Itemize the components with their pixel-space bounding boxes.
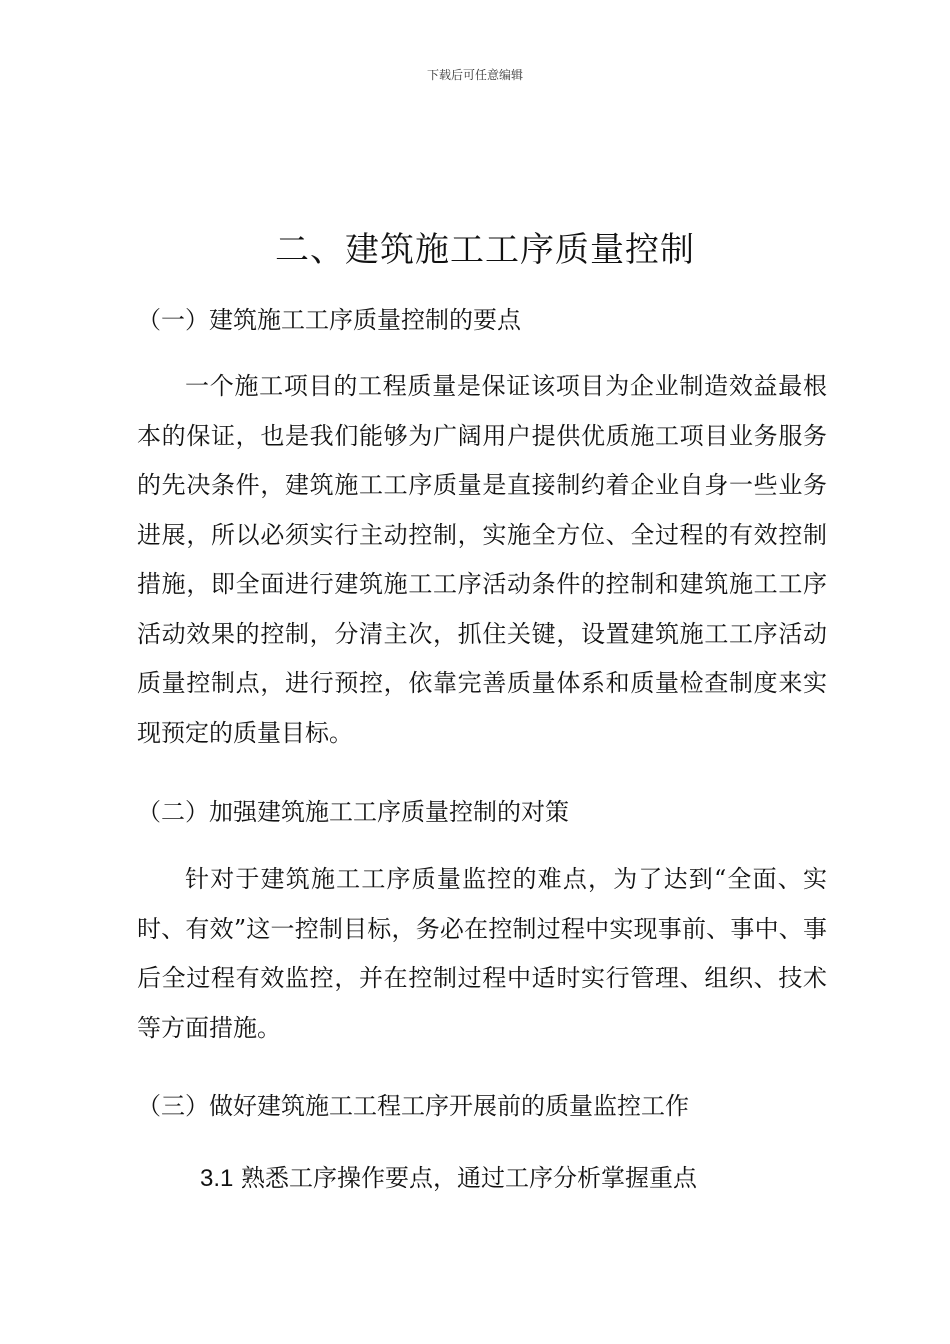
sub-heading-3-1 — [200, 1158, 697, 1193]
section-heading-2: （二）加强建筑施工工序质量控制的对策 — [137, 798, 569, 826]
sub-heading-number: 3.1 — [200, 1165, 234, 1192]
header-note: 下载后可任意编辑 — [426, 68, 523, 82]
section-paragraph-1: 一个施工项目的工程质量是保证该项目为企业制造效益最根本的保证，也是我们能够为广阔用户提供优质施工项目业务服务的先决条件，建筑施工工序质量是直接制约着企业自身一些业务进展，所以必须实行主动控制，实施全方位、全过程的有效控制措施，即全面进行建筑施工工序活动条件的控制和建筑施工工序活动效果的控制，分清主次，抓住关键，设置建筑施工工序活动质量控制点，进行预控，依靠完善质量体系和质量检查制度来实现预定的质量目标。 — [137, 372, 827, 747]
sub-heading-text: 熟悉工序操作要点，通过工序分析掌握重点 — [241, 1164, 698, 1192]
section-heading-3: （三）做好建筑施工工程工序开展前的质量监控工作 — [137, 1092, 689, 1120]
section-heading-1: （一）建筑施工工序质量控制的要点 — [137, 306, 521, 334]
page-title: 二、建筑施工工序质量控制 — [275, 230, 695, 270]
section-paragraph-2: 针对于建筑施工工序质量监控的难点，为了达到“全面、实时、有效”这一控制目标，务必在控制过程中实现事前、事中、事后全过程有效监控，并在控制过程中适时实行管理、组织、技术等方面措施。 — [137, 865, 827, 1042]
